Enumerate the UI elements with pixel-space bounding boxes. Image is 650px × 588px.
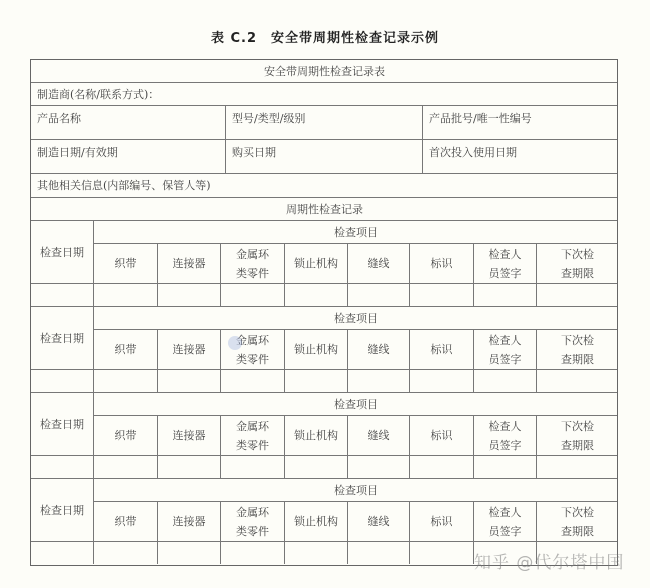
result-cell-stitching[interactable]	[347, 541, 409, 564]
column-label-text: 缝线	[367, 429, 390, 442]
column-label-text: 织带	[114, 515, 137, 528]
result-cell-connector[interactable]	[157, 369, 220, 392]
column-header-stitching	[347, 501, 409, 541]
column-label-text: 缝线	[367, 515, 390, 528]
result-cell-marking[interactable]	[409, 283, 473, 306]
column-header-marking	[409, 415, 473, 455]
manufacturer-field: 制造商(名称/联系方式)：	[30, 82, 618, 105]
column-header-metal-parts	[220, 415, 284, 455]
column-label-text: 连接器	[172, 515, 206, 528]
column-label-text: 织带	[114, 429, 137, 442]
column-label-text: 检查人	[488, 505, 522, 519]
inspection-date-value[interactable]	[30, 369, 93, 392]
result-cell-webbing[interactable]	[93, 369, 157, 392]
column-label-text: 类零件	[236, 438, 269, 452]
result-cell-locking-mechanism[interactable]	[284, 455, 347, 478]
column-header-connector	[157, 501, 220, 541]
column-header-marking	[409, 501, 473, 541]
column-header-webbing	[93, 415, 157, 455]
inspection-date-label: 检查日期	[30, 392, 93, 455]
inspection-date-label: 检查日期	[30, 478, 93, 541]
watermark: 知乎 @代尔塔中国	[474, 553, 625, 573]
column-header-next-inspection-due	[536, 329, 618, 369]
scan-artifact	[228, 336, 242, 350]
column-label-text: 下次检	[561, 505, 594, 519]
column-header-webbing	[93, 329, 157, 369]
column-label-text: 查期限	[561, 438, 594, 452]
column-label-text: 查期限	[561, 266, 594, 280]
inspection-items-header: 检查项目	[93, 478, 618, 501]
result-cell-marking[interactable]	[409, 369, 473, 392]
result-cell-inspector-signature[interactable]	[473, 369, 536, 392]
column-header-next-inspection-due	[536, 415, 618, 455]
column-label-text: 下次检	[561, 419, 594, 433]
result-cell-marking[interactable]	[409, 455, 473, 478]
other-info-field: 其他相关信息(内部编号、保管人等)	[30, 173, 618, 197]
result-cell-marking[interactable]	[409, 541, 473, 564]
column-label-text: 员签字	[488, 438, 522, 452]
column-label-text: 检查人	[488, 419, 522, 433]
inspection-date-value[interactable]	[30, 283, 93, 306]
result-cell-inspector-signature[interactable]	[473, 283, 536, 306]
column-header-inspector-signature	[473, 243, 536, 283]
form-header: 安全带周期性检查记录表	[30, 59, 618, 82]
periodic-record-header: 周期性检查记录	[30, 197, 618, 220]
first-use-date-field: 首次投入使用日期	[422, 139, 618, 173]
result-cell-connector[interactable]	[157, 541, 220, 564]
column-header-connector	[157, 415, 220, 455]
column-header-connector	[157, 329, 220, 369]
column-header-inspector-signature	[473, 415, 536, 455]
column-header-connector	[157, 243, 220, 283]
column-label-text: 标识	[430, 257, 453, 270]
result-cell-next-inspection-due[interactable]	[536, 369, 618, 392]
result-cell-metal-parts[interactable]	[220, 369, 284, 392]
result-cell-metal-parts[interactable]	[220, 541, 284, 564]
product-name-field: 产品名称	[30, 105, 225, 139]
column-label-text: 织带	[114, 343, 137, 356]
inspection-items-header: 检查项目	[93, 392, 618, 415]
column-header-locking-mechanism	[284, 415, 347, 455]
result-cell-next-inspection-due[interactable]	[536, 455, 618, 478]
column-label-text: 缝线	[367, 257, 390, 270]
inspection-items-header: 检查项目	[93, 306, 618, 329]
column-header-next-inspection-due	[536, 501, 618, 541]
inspection-date-value[interactable]	[30, 541, 93, 564]
column-header-marking	[409, 329, 473, 369]
column-label-text: 下次检	[561, 333, 594, 347]
column-label-text: 锁止机构	[294, 257, 338, 270]
column-label-text: 锁止机构	[294, 343, 338, 356]
column-label-text: 金属环	[236, 419, 269, 433]
column-label-text: 查期限	[561, 524, 594, 538]
column-header-metal-parts	[220, 243, 284, 283]
column-label-text: 金属环	[236, 333, 269, 347]
column-header-webbing	[93, 243, 157, 283]
column-header-locking-mechanism	[284, 501, 347, 541]
column-label-text: 缝线	[367, 343, 390, 356]
column-label-text: 员签字	[488, 524, 522, 538]
column-header-webbing	[93, 501, 157, 541]
column-header-locking-mechanism	[284, 243, 347, 283]
column-label-text: 查期限	[561, 352, 594, 366]
inspection-items-header: 检查项目	[93, 220, 618, 243]
inspection-date-label: 检查日期	[30, 220, 93, 283]
column-header-locking-mechanism	[284, 329, 347, 369]
column-label-text: 类零件	[236, 352, 269, 366]
result-cell-metal-parts[interactable]	[220, 455, 284, 478]
result-cell-connector[interactable]	[157, 455, 220, 478]
result-cell-stitching[interactable]	[347, 283, 409, 306]
result-cell-locking-mechanism[interactable]	[284, 369, 347, 392]
column-label-text: 金属环	[236, 505, 269, 519]
column-label-text: 下次检	[561, 247, 594, 261]
result-cell-connector[interactable]	[157, 283, 220, 306]
column-header-inspector-signature	[473, 329, 536, 369]
column-label-text: 标识	[430, 343, 453, 356]
column-header-stitching	[347, 243, 409, 283]
column-label-text: 连接器	[172, 343, 206, 356]
column-label-text: 标识	[430, 429, 453, 442]
result-cell-next-inspection-due[interactable]	[536, 283, 618, 306]
column-label-text: 类零件	[236, 266, 269, 280]
column-label-text: 锁止机构	[294, 515, 338, 528]
column-label-text: 标识	[430, 515, 453, 528]
result-cell-stitching[interactable]	[347, 455, 409, 478]
column-label-text: 连接器	[172, 257, 206, 270]
column-label-text: 员签字	[488, 266, 522, 280]
result-cell-metal-parts[interactable]	[220, 283, 284, 306]
column-header-metal-parts	[220, 501, 284, 541]
result-cell-inspector-signature[interactable]	[473, 455, 536, 478]
column-header-stitching	[347, 329, 409, 369]
column-label-text: 织带	[114, 257, 137, 270]
column-header-marking	[409, 243, 473, 283]
column-label-text: 锁止机构	[294, 429, 338, 442]
column-label-text: 检查人	[488, 333, 522, 347]
column-header-inspector-signature	[473, 501, 536, 541]
column-header-next-inspection-due	[536, 243, 618, 283]
purchase-date-field: 购买日期	[225, 139, 422, 173]
batch-field: 产品批号/唯一性编号	[422, 105, 618, 139]
table-title: 表 C.2 安全带周期性检查记录示例	[210, 31, 440, 46]
result-cell-locking-mechanism[interactable]	[284, 283, 347, 306]
model-field: 型号/类型/级别	[225, 105, 422, 139]
column-label-text: 员签字	[488, 352, 522, 366]
inspection-date-value[interactable]	[30, 455, 93, 478]
column-label-text: 金属环	[236, 247, 269, 261]
result-cell-stitching[interactable]	[347, 369, 409, 392]
result-cell-webbing[interactable]	[93, 455, 157, 478]
column-label-text: 类零件	[236, 524, 269, 538]
inspection-date-label: 检查日期	[30, 306, 93, 369]
column-header-metal-parts	[220, 329, 284, 369]
column-label-text: 连接器	[172, 429, 206, 442]
result-cell-webbing[interactable]	[93, 541, 157, 564]
column-label-text: 检查人	[488, 247, 522, 261]
mfg-date-field: 制造日期/有效期	[30, 139, 225, 173]
column-header-stitching	[347, 415, 409, 455]
result-cell-locking-mechanism[interactable]	[284, 541, 347, 564]
result-cell-webbing[interactable]	[93, 283, 157, 306]
